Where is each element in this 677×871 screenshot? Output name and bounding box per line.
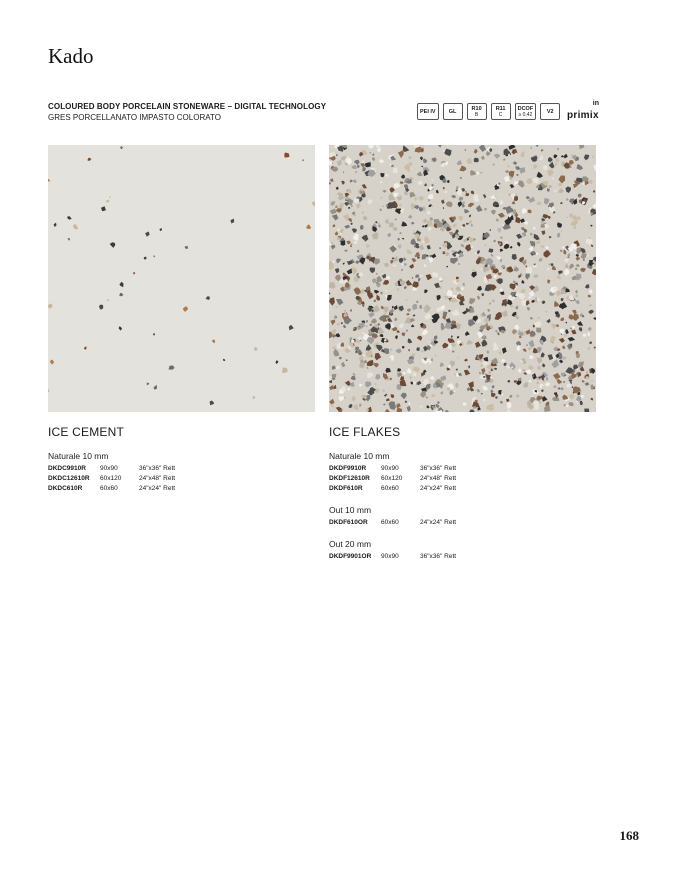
product-code: DKDF610OR (329, 519, 368, 526)
product-code: DKDF610R (329, 485, 363, 492)
spec-badge: V2 (540, 103, 560, 120)
spec-badge: PEI IV (417, 103, 439, 120)
product-name: ICE FLAKES (329, 425, 401, 439)
spec-badge: R11 C (491, 103, 511, 120)
size-cm: 90x90 (100, 465, 118, 472)
table-row (48, 465, 175, 472)
table-row (48, 475, 175, 482)
product-code: DKDC9910R (48, 465, 86, 472)
size-inches: 24"x48" Rett (139, 475, 176, 482)
subtitle-english: COLOURED BODY PORCELAIN STONEWARE – DIGITAL TECHNOLOGY (48, 102, 327, 111)
size-inches: 24"x48" Rett (420, 475, 457, 482)
size-cm: 60x60 (100, 485, 118, 492)
size-cm: 60x60 (381, 485, 399, 492)
spec-badge: R10 B (467, 103, 487, 120)
page-title: Kado (48, 44, 94, 68)
table-row (48, 485, 175, 492)
product-code: DKDC12610R (48, 475, 90, 482)
table-row (329, 519, 456, 526)
size-inches: 36"x36" Rett (420, 553, 457, 560)
product-code: DKDF9910R (329, 465, 367, 472)
brand-logo-name: primix (567, 110, 599, 121)
finish-label: Naturale 10 mm (329, 451, 390, 461)
page-number: 168 (619, 828, 639, 843)
product-name: ICE CEMENT (48, 425, 125, 439)
spec-badge: GL (443, 103, 463, 120)
spec-badges (417, 103, 560, 120)
brand-logo-sup: in (592, 100, 599, 107)
size-cm: 60x60 (381, 519, 399, 526)
finish-label: Out 10 mm (329, 505, 372, 515)
ice-flakes-tile-image (329, 145, 596, 412)
subtitle-italian: GRES PORCELLANATO IMPASTO COLORATO (48, 113, 221, 122)
size-inches: 24"x24" Rett (420, 519, 457, 526)
size-inches: 36"x36" Rett (139, 465, 176, 472)
product-code: DKDF9901OR (329, 553, 372, 560)
product-code: DKDC610R (48, 485, 83, 492)
size-cm: 60x120 (381, 475, 403, 482)
product-code: DKDF12610R (329, 475, 370, 482)
size-cm: 90x90 (381, 465, 399, 472)
finish-label: Out 20 mm (329, 539, 372, 549)
table-row (329, 553, 456, 560)
size-inches: 24"x24" Rett (139, 485, 176, 492)
size-inches: 36"x36" Rett (420, 465, 457, 472)
size-cm: 90x90 (381, 553, 399, 560)
brand-logo (567, 100, 601, 124)
ice-cement-tile-image (48, 145, 315, 412)
finish-label: Naturale 10 mm (48, 451, 109, 461)
table-row (329, 475, 456, 482)
size-cm: 60x120 (100, 475, 122, 482)
table-row (329, 485, 456, 492)
table-row (329, 465, 456, 472)
size-inches: 24"x24" Rett (420, 485, 457, 492)
spec-badge: DCOF ≥ 0,42 (515, 103, 537, 120)
